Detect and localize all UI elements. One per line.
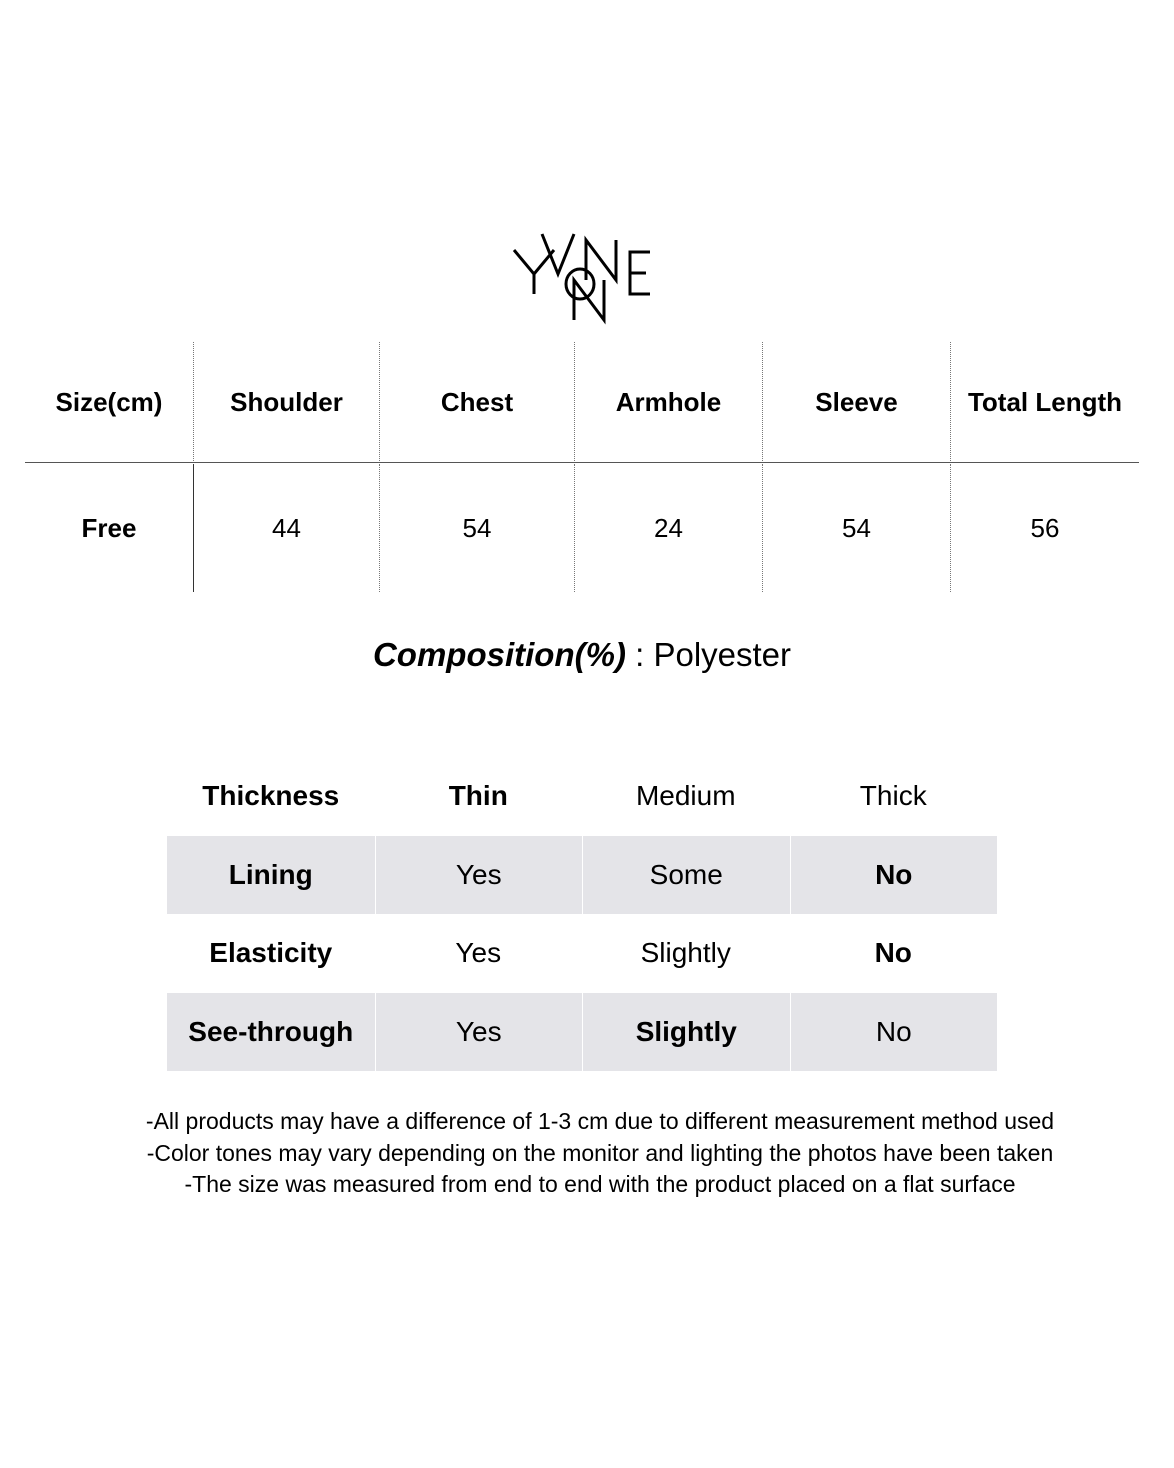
fabric-option: Slightly xyxy=(582,993,790,1072)
fabric-option: Yes xyxy=(375,836,583,915)
brand-logo xyxy=(500,222,670,326)
fabric-row-see-through xyxy=(167,993,997,1072)
size-table-divider xyxy=(25,462,1139,463)
fabric-option: No xyxy=(874,937,912,969)
header-shoulder: Shoulder xyxy=(193,342,379,463)
notes xyxy=(0,1106,1174,1201)
size-table-header-row xyxy=(25,342,1139,463)
row-sleeve: 54 xyxy=(762,464,950,592)
composition-separator: : xyxy=(625,636,654,673)
composition-line xyxy=(0,636,1164,674)
fabric-label: Lining xyxy=(228,858,313,890)
note-line: -The size was measured from end to end with the product placed on a flat surface xyxy=(184,1171,1016,1197)
fabric-option: No xyxy=(790,993,998,1072)
fabric-table xyxy=(167,757,997,1071)
row-shoulder: 44 xyxy=(193,464,379,592)
fabric-option: No xyxy=(790,836,998,915)
fabric-label: Elasticity xyxy=(209,937,333,969)
size-table xyxy=(25,342,1139,592)
header-size: Size(cm) xyxy=(55,387,163,417)
fabric-option: Thick xyxy=(859,780,927,812)
fabric-row-lining xyxy=(167,836,997,915)
fabric-option: Yes xyxy=(455,937,502,969)
row-size: Free xyxy=(81,512,137,543)
header-sleeve: Sleeve xyxy=(762,342,950,463)
fabric-label: Thickness xyxy=(202,780,340,812)
header-armhole: Armhole xyxy=(574,342,762,463)
fabric-option: Slightly xyxy=(640,937,731,969)
fabric-option: Some xyxy=(582,836,790,915)
header-total-length: Total Length xyxy=(950,342,1139,463)
fabric-option: Thin xyxy=(448,780,508,812)
composition-value: Polyester xyxy=(653,636,792,673)
size-table-row xyxy=(25,464,1139,592)
fabric-row-thickness xyxy=(167,757,997,836)
fabric-option: Yes xyxy=(375,993,583,1072)
composition-label: Composition(%) xyxy=(372,636,626,673)
row-total-length: 56 xyxy=(950,464,1139,592)
fabric-row-elasticity xyxy=(167,914,997,993)
note-line: -All products may have a difference of 1-3 cm due to different measurement method used xyxy=(145,1108,1055,1134)
row-armhole: 24 xyxy=(574,464,762,592)
header-chest: Chest xyxy=(379,342,574,463)
fabric-option: Medium xyxy=(635,780,736,812)
note-line: -Color tones may vary depending on the monitor and lighting the photos have been taken xyxy=(146,1139,1054,1166)
fabric-label: See-through xyxy=(188,1015,354,1047)
row-chest: 54 xyxy=(379,464,574,592)
